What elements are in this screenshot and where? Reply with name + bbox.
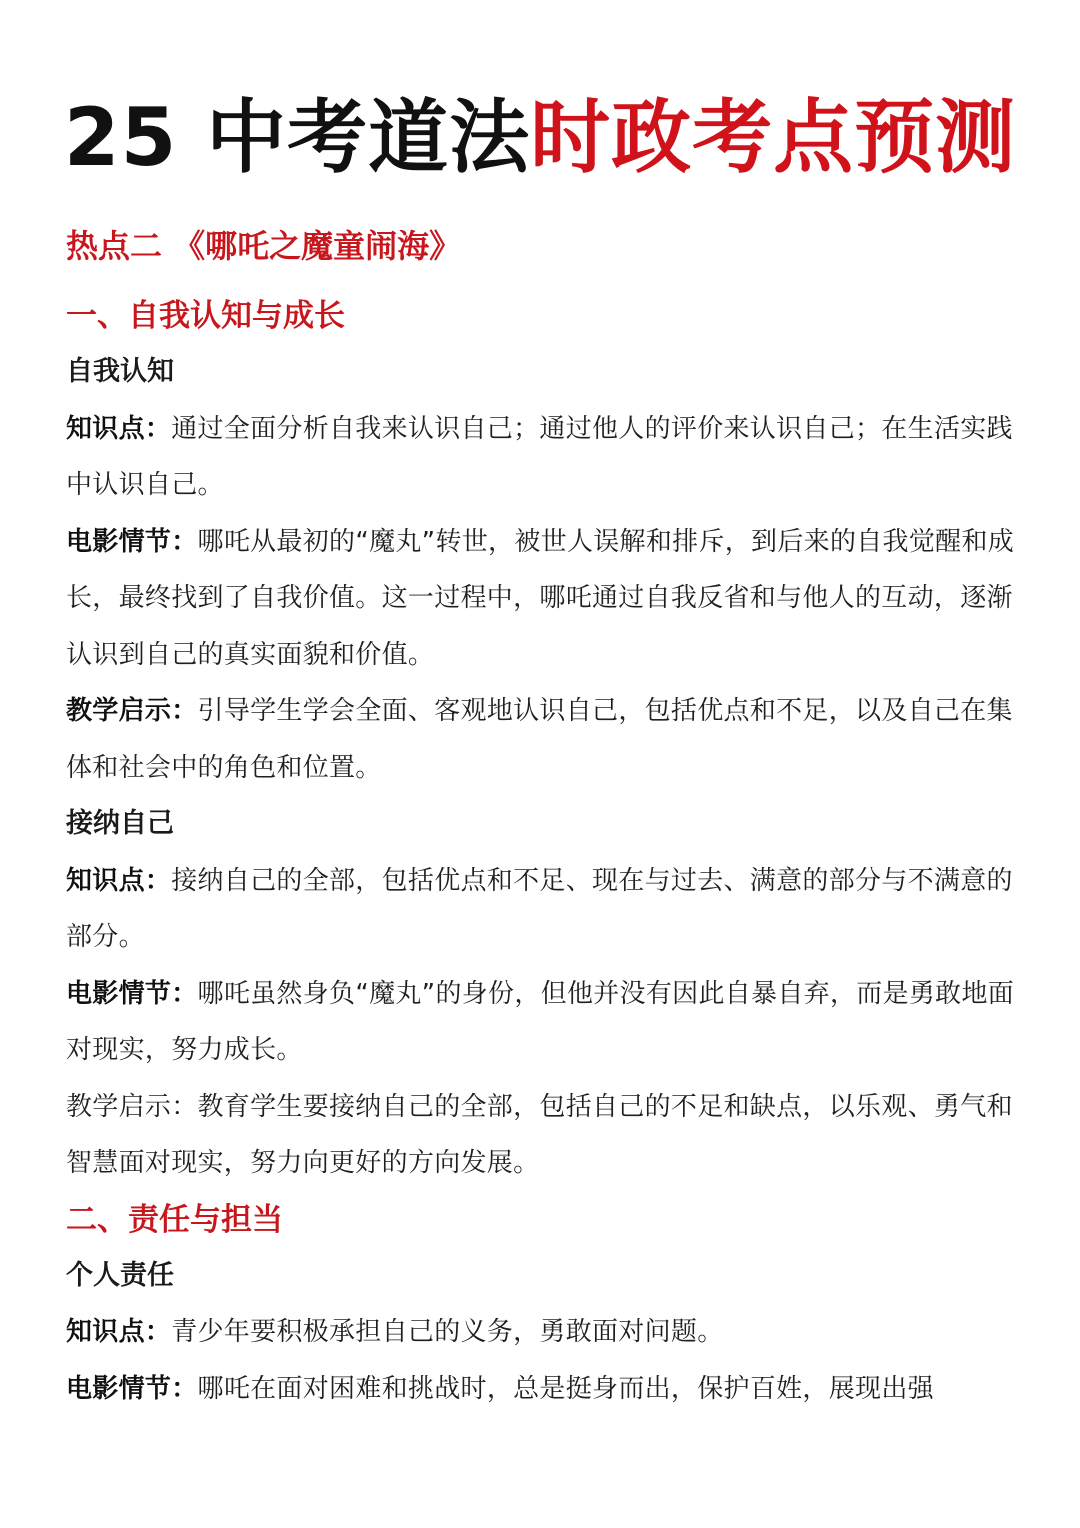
paragraph-text: 接纳自己的全部，包括优点和不足、现在与过去、满意的部分与不满意的部分。 xyxy=(66,865,1013,952)
paragraph-teaching-insight: 教学启示：教育学生要接纳自己的全部，包括自己的不足和缺点，以乐观、勇气和智慧面对现实，努力向更好的方向发展。 xyxy=(66,1091,1013,1178)
paragraph-text: 引导学生学会全面、客观地认识自己，包括优点和不足，以及自己在集体和社会中的角色和位置。 xyxy=(66,696,1013,783)
subsection-title: 个人责任 xyxy=(66,1259,174,1291)
page-title xyxy=(0,88,1080,188)
subsection-title: 自我认知 xyxy=(66,356,174,387)
article-body xyxy=(66,218,1026,1417)
paragraph-label: 知识点： xyxy=(66,865,172,896)
paragraph-movie-plot xyxy=(66,514,1026,684)
paragraph-text: 哪吒在面对困难和挑战时，总是挺身而出，保护百姓，展现出强 xyxy=(197,1373,934,1404)
section-heading: 一、自我认知与成长 xyxy=(66,298,345,334)
paragraph-teaching-insight xyxy=(66,683,1026,796)
section-heading: 二、责任与担当 xyxy=(66,1201,283,1238)
title-black-part: 25 中考道法 xyxy=(63,91,531,184)
paragraph-movie-plot xyxy=(66,1361,1026,1418)
paragraph-text: 通过全面分析自我来认识自己；通过他人的评价来认识自己；在生活实践中认识自己。 xyxy=(66,413,1013,500)
paragraph-knowledge xyxy=(66,1304,1026,1361)
paragraph-label: 教学启示： xyxy=(66,696,198,726)
paragraph-knowledge xyxy=(66,853,1026,966)
paragraph-label: 知识点： xyxy=(66,413,172,444)
paragraph-label: 电影情节： xyxy=(66,526,198,557)
paragraph-label: 知识点： xyxy=(66,1317,172,1347)
paragraph-text: 哪吒从最初的“魔丸”转世，被世人误解和排斥，到后来的自我觉醒和成长，最终找到了自我价值。这一过程中，哪吒通过自我反省和与他人的互动，逐渐认识到自己的真实面貌和价值。 xyxy=(66,526,1015,670)
title-red-part: 时政考点预测 xyxy=(530,91,1017,184)
paragraph-label: 电影情节： xyxy=(66,978,198,1009)
paragraph-text: 青少年要积极承担自己的义务，勇敢面对问题。 xyxy=(171,1317,724,1347)
hotspot-heading: 热点二 《哪吒之魔童闹海》 xyxy=(66,227,462,265)
paragraph-movie-plot xyxy=(66,966,1026,1079)
paragraph-label: 电影情节： xyxy=(66,1373,198,1404)
paragraph-knowledge xyxy=(66,401,1026,514)
paragraph-text: 哪吒虽然身负“魔丸”的身份，但他并没有因此自暴自弃，而是勇敢地面对现实，努力成长。 xyxy=(66,978,1015,1065)
subsection-title: 接纳自己 xyxy=(66,808,174,839)
